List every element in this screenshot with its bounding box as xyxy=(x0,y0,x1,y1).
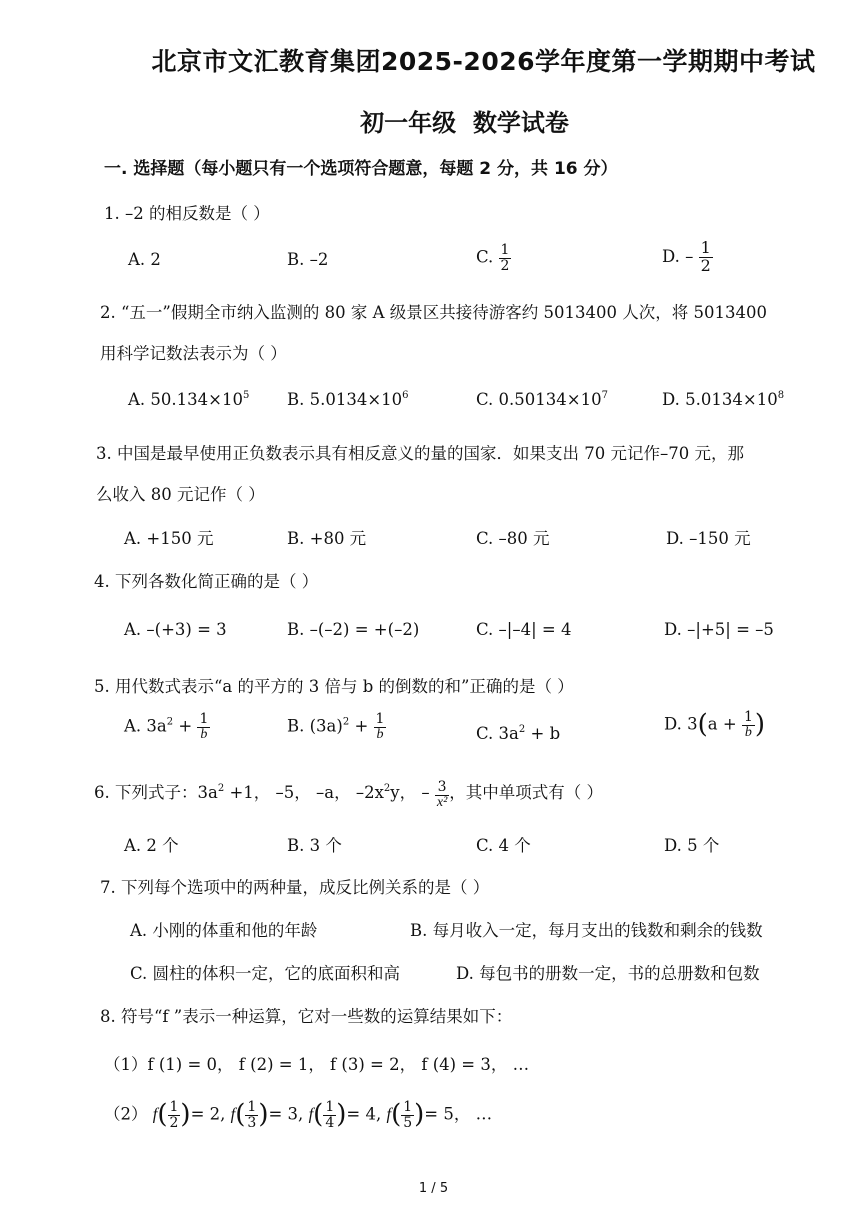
q3-option-c: C. –80 元 xyxy=(476,529,550,548)
q8-rule-1: （1）f (1) = 0， f (2) = 1， f (3) = 2， f (4) = 3， … xyxy=(104,1055,530,1074)
question-8: 8. 符号“f ”表示一种运算，它对一些数的运算结果如下： xyxy=(100,1007,513,1026)
q6-option-c: C. 4 个 xyxy=(476,836,531,855)
question-7: 7. 下列每个选项中的两种量，成反比例关系的是（ ） xyxy=(100,878,490,897)
q3-option-a: A. +150 元 xyxy=(124,529,214,548)
question-2-line2: 用科学记数法表示为（ ） xyxy=(100,344,287,363)
section-heading: 一. 选择题（每小题只有一个选项符合题意，每题 2 分，共 16 分） xyxy=(104,159,618,179)
q5-option-a: A. $3a^2$ + $\frac{1}{b}$ xyxy=(124,711,209,742)
question-6: 6. 下列式子：$3a^2 +1$， –5， –a， $-2x^2y$， – $\frac{3}{\text{x²}}$ ，其中单项式有（ ） xyxy=(94,779,604,810)
q3-option-b: B. +80 元 xyxy=(287,529,367,548)
q7-option-d: D. 每包书的册数一定，书的总册数和包数 xyxy=(456,964,760,983)
q4-option-c: C. –|–4| = 4 xyxy=(476,620,572,639)
q4-option-a: A. –(+3) = 3 xyxy=(124,620,227,639)
question-1: 1. –2 的相反数是（ ） xyxy=(104,204,270,223)
q1-option-d: D. – $\frac{1}{2}$ xyxy=(662,238,711,275)
q4-option-b: B. –(–2) = +(–2) xyxy=(287,620,420,639)
q6-option-b: B. 3 个 xyxy=(287,836,342,855)
q1-option-a: A. 2 xyxy=(128,250,161,269)
q3-option-d: D. –150 元 xyxy=(666,529,751,548)
q2-option-b: B. $5.0134\times 10^6$ xyxy=(287,390,409,409)
q7-option-a: A. 小刚的体重和他的年龄 xyxy=(130,921,318,940)
exam-subtitle: 初一年级 数学试卷 xyxy=(360,109,569,137)
question-4: 4. 下列各数化简正确的是（ ） xyxy=(94,572,319,591)
q2-option-d: D. $5.0134\times 10^8$ xyxy=(662,390,785,409)
page-number: 1 / 5 xyxy=(418,1181,449,1196)
exam-title: 北京市文汇教育集团2025-2026学年度第一学期期中考试 xyxy=(151,47,816,76)
q2-option-a: A. $50.134\times 10^5$ xyxy=(128,390,250,409)
question-3-line1: 3. 中国是最早使用正负数表示具有相反意义的量的国家．如果支出 70 元记作–70 元，那 xyxy=(96,444,744,463)
question-5: 5. 用代数式表示“a 的平方的 3 倍与 b 的倒数的和”正确的是（ ） xyxy=(94,677,574,696)
q5-option-c: C. $3a^2 + b$ xyxy=(476,724,561,743)
q5-option-b: B. $(3a)^2$ + $\frac{1}{b}$ xyxy=(287,711,385,742)
q6-option-d: D. 5 个 xyxy=(664,836,720,855)
question-3-line2: 么收入 80 元记作（ ） xyxy=(96,485,265,504)
q4-option-d: D. –|+5| = –5 xyxy=(664,620,774,639)
q5-option-d: D. 3(a + $\frac{1}{b}$ ) xyxy=(664,709,766,740)
q1-option-b: B. –2 xyxy=(287,250,329,269)
q2-option-c: C. $0.50134\times 10^7$ xyxy=(476,390,608,409)
q8-rule-2: （2） f( $\frac{1}{2}$ )= 2, f( $\frac{1}{3}$ )= 3, f( $\frac{1}{4}$ )= 4, f( $\frac{1}{5}$ )= 5， … xyxy=(104,1099,493,1131)
q1-option-c: C. $\frac{1}{2}$ xyxy=(476,242,510,274)
question-2-line1: 2. “五一”假期全市纳入监测的 80 家 A 级景区共接待游客约 5013400 人次，将 5013400 xyxy=(100,303,767,322)
q6-option-a: A. 2 个 xyxy=(124,836,179,855)
q7-option-b: B. 每月收入一定，每月支出的钱数和剩余的钱数 xyxy=(410,921,763,940)
q7-option-c: C. 圆柱的体积一定，它的底面积和高 xyxy=(130,964,401,983)
